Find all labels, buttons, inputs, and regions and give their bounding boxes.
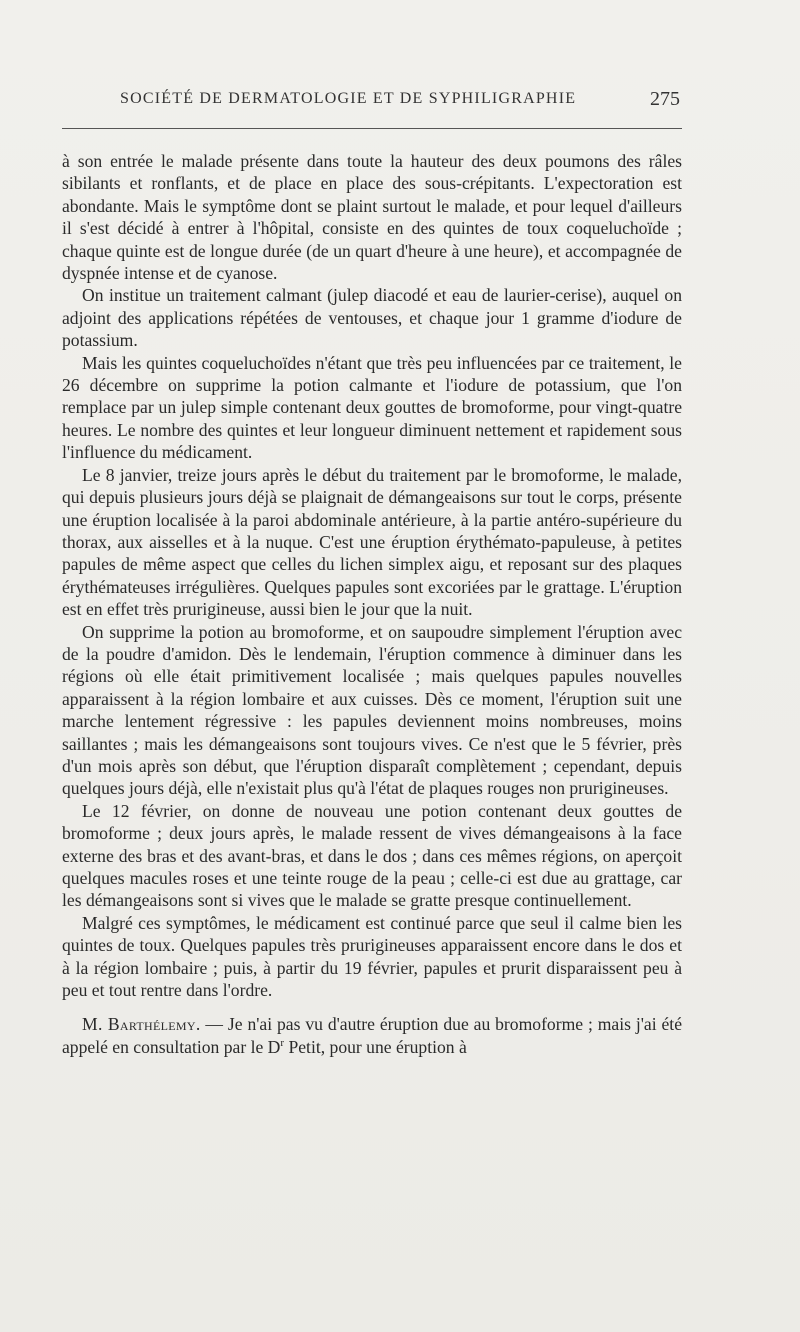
header-rule bbox=[62, 128, 682, 129]
speaker-name: M. Barthélemy. bbox=[82, 1014, 201, 1035]
paragraph: Malgré ces symptômes, le médicament est continué parce que seul il calme bien les quintes de toux. Quelques papules très prurigineuses apparaissent encore dans le dos et à la région lombaire ; puis, à partir du 19 février, papules et prurit disparaissent peu à peu et tout rentre dans l'ordre. bbox=[62, 912, 682, 1001]
page-header bbox=[120, 90, 680, 120]
intervention-text-end: Petit, pour une éruption à bbox=[284, 1036, 467, 1057]
paragraph: Le 8 janvier, treize jours après le début du traitement par le bromoforme, le malade, qui depuis plusieurs jours déjà se plaignait de démangeaisons sur tout le corps, présente une éruption localisée à la paroi abdominale antérieure, à la partie antéro-supérieure du thorax, aux aisselles et à la nuque. C'est une éruption érythémato-papuleuse, à petites papules de même aspect que celles du lichen simplex aigu, et reposant sur des plaques érythémateuses irrégulières. Quelques papules sont excoriées par le grattage. L'éruption est en effet très prurigineuse, aussi bien le jour que la nuit. bbox=[62, 464, 682, 620]
paragraph: Mais les quintes coqueluchoïdes n'étant que très peu influencées par ce traitement, le 26 décembre on supprime la potion calmante et l'iodure de potassium, que l'on remplace par un julep simple contenant deux gouttes de bromoforme, pour vingt-quatre heures. Le nombre des quintes et leur longueur diminuent nettement et rapidement sous l'influence du médicament. bbox=[62, 352, 682, 463]
page-number: 275 bbox=[650, 88, 680, 110]
body-text bbox=[62, 150, 682, 1058]
paragraph: à son entrée le malade présente dans toute la hauteur des deux poumons des râles sibilants et ronflants, et de place en place des sous-crépitants. L'expectoration est abondante. Mais le symptôme dont se plaint surtout le malade, et pour lequel d'ailleurs il s'est décidé à entrer à l'hôpital, consiste en des quintes de toux coqueluchoïde ; chaque quinte est de longue durée (de un quart d'heure à une heure), et accompagnée de dyspnée intense et de cyanose. bbox=[62, 151, 682, 284]
paragraph: On institue un traitement calmant (julep diacodé et eau de laurier-cerise), auquel on adjoint des applications répétées de ventouses, et chaque jour 1 gramme d'iodure de potassium. bbox=[62, 285, 682, 351]
intervention-paragraph bbox=[62, 1013, 682, 1058]
intervention-text: — Je n'ai pas vu d'autre éruption due au bromoforme ; mais j'ai été appelé en consultation par le D bbox=[62, 1014, 682, 1057]
running-title: SOCIÉTÉ DE DERMATOLOGIE ET DE SYPHILIGRAPHIE bbox=[120, 90, 577, 107]
paragraph: Le 12 février, on donne de nouveau une potion contenant deux gouttes de bromoforme ; deux jours après, le malade ressent de vives démangeaisons à la face externe des bras et des avant-bras, et dans le dos ; dans ces mêmes régions, on aperçoit quelques macules roses et une teinte rouge de la peau ; celle-ci est due au grattage, car les démangeaisons sont si vives que le malade se gratte presque continuellement. bbox=[62, 800, 682, 911]
paragraph: On supprime la potion au bromoforme, et on saupoudre simplement l'éruption avec de la poudre d'amidon. Dès le lendemain, l'éruption commence à diminuer dans les régions où elle était primitivement localisée ; mais quelques papules nouvelles apparaissent à la région lombaire et aux cuisses. Dès ce moment, l'éruption suit une marche lentement régressive : les papules deviennent moins nombreuses, moins saillantes ; mais les démangeaisons sont toujours vives. Ce n'est que le 5 février, près d'un mois après son début, que l'éruption disparaît complètement ; cependant, depuis quelques jours déjà, elle n'existait plus qu'à l'état de plaques rouges non prurigineuses. bbox=[62, 621, 682, 799]
doctor-superscript: r bbox=[280, 1036, 285, 1049]
